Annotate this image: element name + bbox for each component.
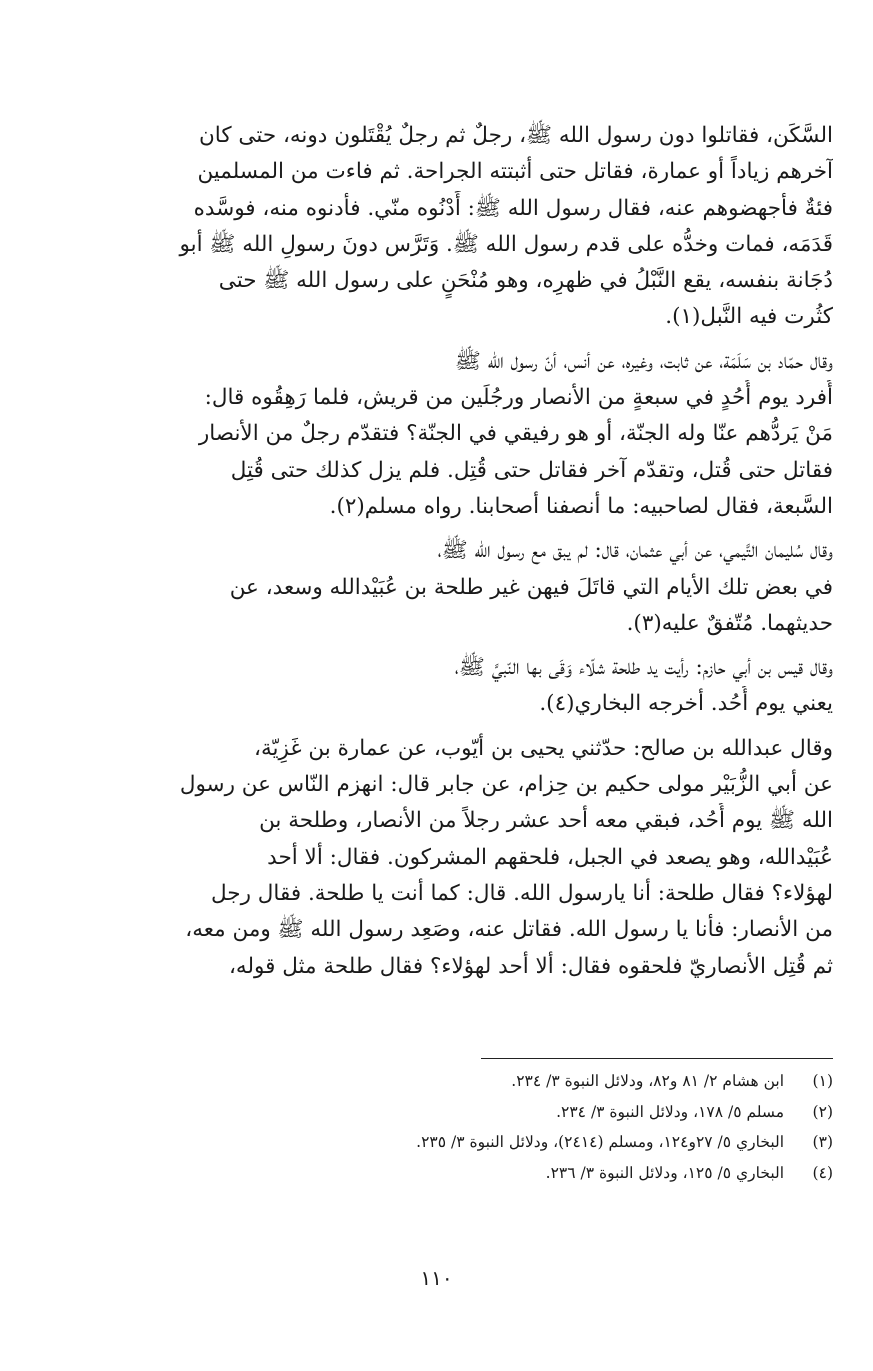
text-line: آخرهم زياداً أو عمارة، فقاتل حتى أثبتته الجراحة. ثم فاءت من المسلمين [197,159,833,185]
text-line: من الأنصار: فأنا يا رسول الله. فقاتل عنه، وصَعِد رسول الله ﷺ ومن معه، [185,917,833,943]
text-line: وقال حمّاد بن سَلَمَة، عن ثابت، وغيره، عن أنس، أنّ رسول الله ﷺ [454,348,833,374]
text-line: السَّكَن، فقاتلوا دون رسول الله ﷺ، رجلٌ ثم رجلٌ يُقْتَلون دونه، حتى كان [199,123,833,148]
footnotes [40,1066,833,1188]
text-line: يعني يوم أُحُد. أخرجه البخاري(٤). [539,691,833,717]
footnote-number: (٤) [812,1163,833,1182]
text-line: الله ﷺ يوم أُحُد، فبقي معه أحد عشر رجلاً من الأنصار، وطلحة بن [259,808,833,834]
paragraph [40,344,833,525]
paragraph [40,650,833,723]
text-line: لهؤلاء؟ فقال طلحة: أنا يارسول الله. قال: كما أنت يا طلحة. فقال رجل [211,880,833,906]
text-line: حديثهما. مُتّفقٌ عليه(٣). [626,610,833,636]
footnote-number: (٢) [812,1102,833,1121]
text-line: كثُرت فيه النَّبل(١). [665,304,833,330]
footnote-text: مسلم ٥/ ١٧٨، ودلائل النبوة ٣/ ٢٣٤. [556,1102,785,1121]
text-line: وقال قيس بن أبي حازم: رأيت يد طلحة شلّاء وَقَى بها النّبيَّ ﷺ، [454,655,833,681]
text-line: عُبَيْدالله، وهو يصعد في الجبل، فلحقهم المشركون. فقال: ألا أحد [267,844,833,870]
text-line: مَنْ يَردُّهم عنّا وله الجنّة، أو هو رفيقي في الجنّة؟ فتقدّم رجلٌ من الأنصار [198,421,833,447]
text-line: عن أبي الزُّبَيْر مولى حكيم بن حِزام، عن جابر قال: انهزم النّاس عن رسول [179,772,833,798]
text-line: ثم قُتِل الأنصاريّ فلحقوه فقال: ألا أحد لهؤلاء؟ فقال طلحة مثل قوله، [228,953,833,979]
footnote [40,1097,833,1128]
footnote-divider [481,1058,833,1059]
text-line: وقال عبدالله بن صالح: حدّثني يحيى بن أيّوب، عن عمارة بن غَزِيّة، [254,735,833,761]
text-line: فقاتل حتى قُتل، وتقدّم آخر فقاتل حتى قُتِل. فلم يزل كذلك حتى قُتِل [230,457,833,483]
footnote-number: (٣) [812,1133,833,1151]
footnote [40,1127,833,1158]
main-text [40,118,833,985]
text-line: فئةٌ فأجهضوهم عنه، فقال رسول الله ﷺ: أَدْنُوه منّي. فأدنوه منه، فوسَّده [193,195,833,221]
footnote [40,1066,833,1097]
footnote-number: (١) [812,1072,833,1090]
page-number: ١١٠ [420,1266,453,1290]
text-line: دُجَانة بنفسه، يقع النَّبْلُ في ظهرِه، وهو مُنْحَنٍ على رسول الله ﷺ حتى [218,268,833,294]
footnote [40,1158,833,1189]
footnote-text: البخاري ٥/ ١٢٥، ودلائل النبوة ٣/ ٢٣٦. [545,1163,785,1182]
text-line: قَدَمَه، فمات وخدُّه على قدم رسول الله ﷺ. وَتَرَّس دونَ رسولِ الله ﷺ أبو [179,231,833,257]
footnote-text: البخاري ٥/ ٢٧و١٢٤، ومسلم (٢٤١٤)، ودلائل النبوة ٣/ ٢٣٥. [416,1133,785,1151]
text-line: في بعض تلك الأيام التي قاتَلَ فيهن غير طلحة بن عُبَيْدالله وسعد، عن [229,574,833,600]
paragraph [40,533,833,642]
text-line: السَّبعة، فقال لصاحبيه: ما أنصفنا أصحابنا. رواه مسلم(٢). [329,493,833,519]
text-line: وقال سُليمان التَّيمي، عن أبي عثمان، قال: لم يبق مع رسول الله ﷺ، [437,538,833,564]
footnote-text: ابن هشام ٢/ ٨١ و٨٢، ودلائل النبوة ٣/ ٢٣٤. [511,1072,785,1090]
text-line: أُفرد يوم أُحُدٍ في سبعةٍ من الأنصار ورجُلَين من قريش، فلما رَهِقُوه قال: [204,385,833,411]
paragraph [40,731,833,985]
paragraph [40,118,833,336]
